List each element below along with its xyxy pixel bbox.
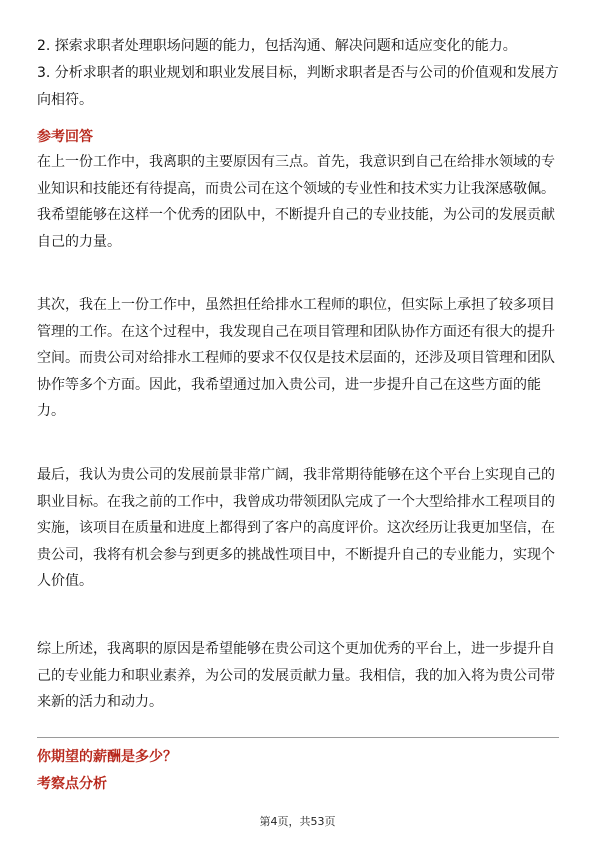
- reference-answer-heading: 参考回答: [37, 129, 93, 145]
- analysis-heading: 考察点分析: [37, 776, 107, 792]
- answer-paragraph-3: 最后，我认为贵公司的发展前景非常广阔，我非常期待能够在这个平台上实现自己的职业目标。在我之前的工作中，我曾成功带领团队完成了一个大型给排水工程项目的实施，该项目在质量和进度上都得到了客户的高度评价。这次经历让我更加坚信，在贵公司，我将有机会参与到更多的挑战性项目中，不断提升自己的专业能力，实现个人价值。: [37, 467, 555, 589]
- question-title: 你期望的薪酬是多少？: [37, 749, 177, 765]
- answer-paragraph-4: 综上所述，我离职的原因是希望能够在贵公司这个更加优秀的平台上，进一步提升自己的专业能力和职业素养，为公司的发展贡献力量。我相信，我的加入将为贵公司带来新的活力和动力。: [37, 641, 555, 710]
- page-number: 第4页，共53页: [259, 815, 336, 828]
- answer-paragraph-1: 在上一份工作中，我离职的主要原因有三点。首先，我意识到自己在给排水领域的专业知识和技能还有待提高，而贵公司在这个领域的专业性和技术实力让我深感敬佩。我希望能够在这样一个优秀的团队中，不断提升自己的专业技能，为公司的发展贡献自己的力量。: [37, 154, 555, 250]
- section-divider: [37, 737, 559, 738]
- analysis-point-3: 3. 分析求职者的职业规划和职业发展目标，判断求职者是否与公司的价值观和发展方向相符。: [37, 65, 559, 108]
- answer-paragraph-2: 其次，我在上一份工作中，虽然担任给排水工程师的职位，但实际上承担了较多项目管理的工作。在这个过程中，我发现自己在项目管理和团队协作方面还有很大的提升空间。而贵公司对给排水工程师的要求不仅仅是技术层面的，还涉及项目管理和团队协作等多个方面。因此，我希望通过加入贵公司，进一步提升自己在这些方面的能力。: [37, 297, 555, 419]
- analysis-point-2: 2. 探索求职者处理职场问题的能力，包括沟通、解决问题和适应变化的能力。: [37, 38, 517, 54]
